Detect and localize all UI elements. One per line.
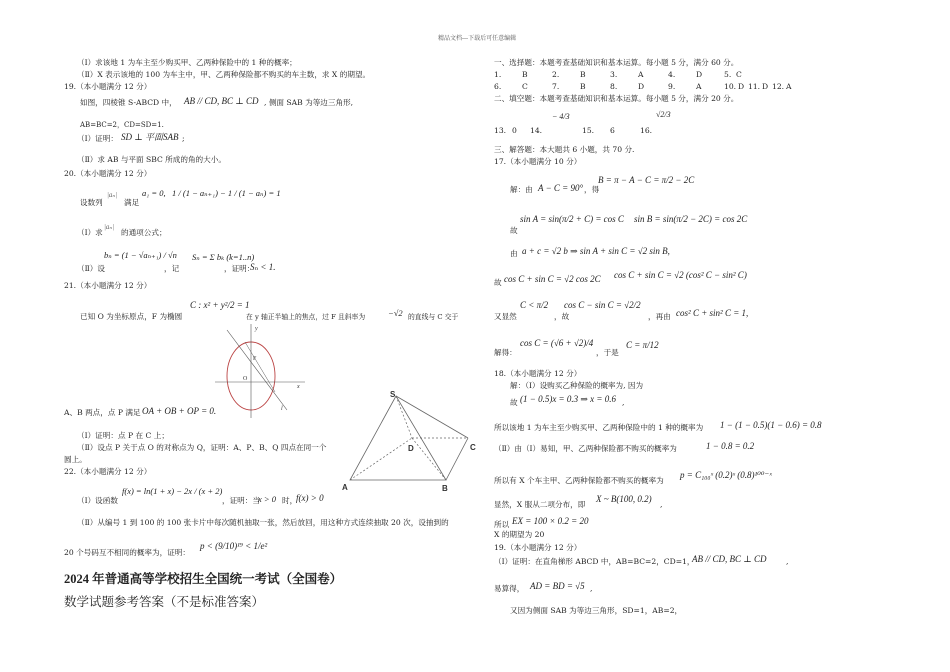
- a17-math12: C = π/12: [626, 340, 659, 350]
- mc-num: 10.: [724, 82, 737, 91]
- mc-ans: D: [696, 70, 703, 79]
- q20-math-bn: bₙ = (1 − √aₙ₊₁) / √n: [104, 250, 177, 260]
- mc-num: 5.: [724, 70, 732, 79]
- q19-text-post: , 侧面 SAB 为等边三角形,: [264, 98, 354, 107]
- q21-math-slope: −√2: [388, 308, 403, 318]
- q21-part1: （Ⅰ）证明：点 P 在 C 上；: [77, 431, 169, 440]
- q21-text-post: 的直线与 C 交于: [408, 313, 459, 321]
- q20-math-sn: Sₙ = Σ bₖ (k=1..n): [192, 252, 255, 262]
- section-fill: 二、填空题：本题考查基础知识和基本运算。每小题 5 分，满分 20 分。: [494, 94, 739, 103]
- q21-text2-pre: A、B 两点，点 P 满足: [64, 408, 141, 417]
- a17-math9: cos C − sin C = √2/2: [564, 300, 641, 310]
- mc-ans: D: [762, 82, 769, 91]
- q22-part2: （Ⅱ）从编号 1 到 100 的 100 张卡片中每次随机抽取一张，然后放回，用这种方式连续抽取 20 次，设抽到的: [77, 518, 449, 527]
- a17-text5: 又显然: [494, 312, 517, 321]
- mc-num: 11.: [748, 82, 761, 91]
- q22-math-fx: f(x) = ln(1 + x) − 2x / (x + 2): [122, 486, 223, 496]
- q20-part2-pre: （Ⅱ）设: [77, 264, 105, 273]
- q20-part1-post: 的通项公式；: [121, 228, 167, 237]
- q20-seq-symbol-2: |aₙ|: [104, 223, 115, 231]
- fill-ans: − 4/3: [552, 112, 570, 121]
- mc-ans: B: [522, 70, 528, 79]
- fill-ans: √2/3: [656, 110, 671, 119]
- a17-math5: a + c = √2 b ⇒ sin A + sin C = √2 sin B,: [522, 246, 670, 256]
- a18-text6: 显然，X 服从二项分布，即: [494, 500, 586, 509]
- a18-text7: 所以: [494, 520, 510, 529]
- q19-part2: （Ⅱ）求 AB 与平面 SBC 所成的角的大小。: [77, 155, 226, 164]
- q19-text-pre: 如图，四棱锥 S-ABCD 中，: [80, 98, 177, 107]
- fill-num: 14.: [530, 126, 543, 135]
- mc-num: 7.: [552, 82, 560, 91]
- q22-part1-mid: ，证明：当: [222, 496, 260, 505]
- a19-text2: 易算得，: [494, 584, 525, 593]
- answer-title: 2024 年普通高等学校招生全国统一考试（全国卷）: [64, 572, 343, 586]
- q22-part2-cont: 20 个号码互不相同的概率为，证明：: [64, 548, 190, 557]
- mc-num: 6.: [494, 82, 502, 91]
- mc-ans: B: [580, 70, 586, 79]
- pyramid-label-a: A: [342, 483, 348, 492]
- a19-text1-post: ,: [786, 557, 789, 566]
- ellipse-label-o: O: [243, 376, 248, 382]
- q21-math-ellipse: C : x² + y²/2 = 1: [190, 300, 250, 310]
- a17-heading: 17.（本小题满分 10 分）: [494, 157, 582, 166]
- fill-ans: 6: [610, 126, 615, 135]
- mc-num: 8.: [610, 82, 618, 91]
- q22-heading: 22.（本小题满分 12 分）: [64, 467, 152, 476]
- q20-text-mid: 满足: [124, 198, 140, 207]
- q20-math-recurrence: 1 / (1 − aₙ₊₁) − 1 / (1 − aₙ) = 1: [172, 188, 281, 198]
- a18-math6: EX = 100 × 0.2 = 20: [512, 516, 589, 526]
- q19-math: AB // CD, BC ⊥ CD: [184, 96, 259, 106]
- q18-part2: （Ⅱ）X 表示该地的 100 为车主中，甲、乙两种保险都不购买的车主数，求 X 的期望。: [77, 70, 371, 79]
- a19-math1: AB // CD, BC ⊥ CD: [692, 554, 767, 564]
- a17-text3: 由: [510, 249, 518, 258]
- a18-text4: （Ⅱ）由（Ⅰ）易知，甲、乙两种保险都不购买的概率为: [494, 444, 677, 453]
- fill-ans: 0: [512, 126, 517, 135]
- a18-text1: 解：（Ⅰ）设购买乙种保险的概率为, 因为: [510, 381, 644, 390]
- pyramid-label-d: D: [408, 444, 414, 453]
- ellipse-label-x: x: [297, 384, 300, 390]
- mc-ans: C: [522, 82, 528, 91]
- q21-text-pre: 已知 O 为坐标原点，F 为椭圆: [80, 312, 183, 321]
- a17-text6: 解得：: [494, 348, 517, 357]
- q21-part2: （Ⅱ）设点 P 关于点 O 的对称点为 Q，证明：A、P、B、Q 四点在同一个: [77, 443, 327, 452]
- a17-text5-mid2: ，再由: [648, 312, 671, 321]
- a18-math5: X ~ B(100, 0.2): [596, 494, 652, 504]
- q20-math-sn-bound: Sₙ < 1.: [250, 262, 276, 272]
- mc-ans: C: [736, 70, 742, 79]
- q22-math-ineq: p < (9/10)¹⁹ < 1/e²: [200, 541, 268, 551]
- a17-math2: B = π − A − C = π/2 − 2C: [598, 175, 695, 185]
- q21-text-mid: 在 y 轴正半轴上的焦点，过 F 且斜率为: [246, 313, 366, 321]
- a17-text2: 故: [510, 226, 518, 235]
- a17-math7: cos C + sin C = √2 (cos² C − sin² C): [614, 270, 747, 280]
- mc-ans: A: [696, 82, 702, 91]
- pyramid-label-s: S: [390, 390, 396, 399]
- q22-math-cond: x > 0: [258, 494, 277, 504]
- ellipse-label-y: y: [255, 326, 258, 332]
- mc-num: 3.: [610, 70, 618, 79]
- a17-text1: 解：由: [510, 185, 533, 194]
- ellipse-label-l: l: [281, 406, 283, 412]
- a18-text3: 所以该地 1 为车主至少购买甲、乙两种保险中的 1 种的概率为: [494, 423, 704, 432]
- a18-math1: (1 − 0.5)x = 0.3 ⇒ x = 0.6: [520, 394, 616, 404]
- q22-part1-mid2: 时，: [282, 496, 298, 505]
- q19-part1-post: ;: [182, 134, 185, 143]
- a17-math11: cos C = (√6 + √2)/4: [520, 338, 594, 348]
- a18-text2-post: ,: [622, 398, 625, 407]
- q20-math-a1: a₁ = 0,: [142, 188, 166, 198]
- mc-num: 1.: [494, 70, 502, 79]
- a18-heading: 18.（本小题满分 12 分）: [494, 369, 582, 378]
- a17-text6-mid: ，于是: [596, 348, 619, 357]
- a17-text5-mid: ，故: [554, 312, 570, 321]
- a17-math8: C < π/2: [520, 300, 549, 310]
- q22-part1-pre: （Ⅰ）设函数: [77, 496, 118, 505]
- q22-math-fpos: f(x) > 0: [296, 493, 324, 503]
- ellipse-label-f: F: [253, 356, 257, 362]
- mc-ans: D: [738, 82, 745, 91]
- a17-math1: A − C = 90°: [538, 183, 584, 193]
- q21-math-vector: OA + OB + OP = 0.: [142, 406, 217, 416]
- a19-text2-post: ,: [590, 584, 593, 593]
- a17-text1-mid: ，得: [584, 185, 600, 194]
- a19-text1: （Ⅰ）证明：在直角梯形 ABCD 中，AB=BC=2，CD=1，: [494, 557, 695, 566]
- a17-math3: sin A = sin(π/2 + C) = cos C: [520, 214, 624, 224]
- mc-num: 2.: [552, 70, 560, 79]
- a19-math2: AD = BD = √5: [530, 581, 585, 591]
- q20-part2-mid: ，记: [164, 264, 180, 273]
- mc-num: 12.: [772, 82, 785, 91]
- section-choice: 一、选择题：本题考查基础知识和基本运算。每小题 5 分，满分 60 分。: [494, 58, 739, 67]
- q20-seq-symbol: |aₙ|: [107, 191, 118, 199]
- q21-part2-cont: 圆上。: [64, 455, 87, 464]
- a18-math4: p = C₁₀₀ˣ (0.2)ˣ (0.8)¹⁰⁰⁻ˣ: [680, 470, 772, 480]
- pyramid-label-c: C: [470, 443, 476, 452]
- mc-ans: A: [786, 82, 792, 91]
- a18-text2: 故: [510, 398, 518, 407]
- a19-heading: 19.（本小题满分 12 分）: [494, 543, 582, 552]
- answer-subtitle: 数学试题参考答案（不是标准答案）: [64, 595, 265, 609]
- pyramid-figure: [338, 388, 488, 493]
- q20-heading: 20.（本小题满分 12 分）: [64, 169, 152, 178]
- mc-num: 4.: [668, 70, 676, 79]
- q21-heading: 21.（本小题满分 12 分）: [64, 281, 152, 290]
- fill-num: 15.: [582, 126, 595, 135]
- a18-text6-post: ,: [660, 500, 663, 509]
- q19-part1-math: SD ⊥ 平面SAB: [121, 132, 179, 142]
- a18-text5: 所以有 X 个车主甲、乙两种保险都不购买的概率为: [494, 476, 664, 485]
- a19-text3: 又因为侧面 SAB 为等边三角形，SD=1，AB=2，: [510, 606, 683, 615]
- a18-math3: 1 − 0.8 = 0.2: [706, 441, 755, 451]
- page-header: 精品文档---下载后可任意编辑: [438, 35, 517, 42]
- a17-math10: cos² C + sin² C = 1,: [676, 308, 749, 318]
- q20-text-pre: 设数列: [80, 198, 103, 207]
- a17-math6: cos C + sin C = √2 cos 2C: [504, 274, 601, 284]
- q19-heading: 19.（本小题满分 12 分）: [64, 82, 152, 91]
- mc-ans: A: [638, 70, 644, 79]
- a18-math2: 1 − (1 − 0.5)(1 − 0.6) = 0.8: [720, 420, 822, 430]
- fill-num: 16.: [640, 126, 653, 135]
- q20-part1-pre: （Ⅰ）求: [77, 228, 103, 237]
- a18-text8: X 的期望为 20: [494, 530, 545, 539]
- q18-part1: （Ⅰ）求该地 1 为车主至少购买甲、乙两种保险中的 1 种的概率；: [77, 58, 297, 67]
- section-solve: 三、解答题：本大题共 6 小题，共 70 分.: [494, 145, 635, 154]
- mc-num: 9.: [668, 82, 676, 91]
- ellipse-figure: [205, 322, 315, 422]
- mc-ans: B: [580, 82, 586, 91]
- q19-given: AB=BC=2，CD=SD=1.: [80, 121, 164, 129]
- a17-text4: 故: [494, 278, 502, 287]
- q19-part1-pre: （Ⅰ）证明：: [77, 134, 118, 143]
- fill-num: 13.: [494, 126, 507, 135]
- mc-ans: D: [638, 82, 645, 91]
- pyramid-label-b: B: [442, 484, 448, 493]
- q20-part2-mid2: ，证明：: [224, 264, 255, 273]
- a17-math4: sin B = sin(π/2 − 2C) = cos 2C: [634, 214, 748, 224]
